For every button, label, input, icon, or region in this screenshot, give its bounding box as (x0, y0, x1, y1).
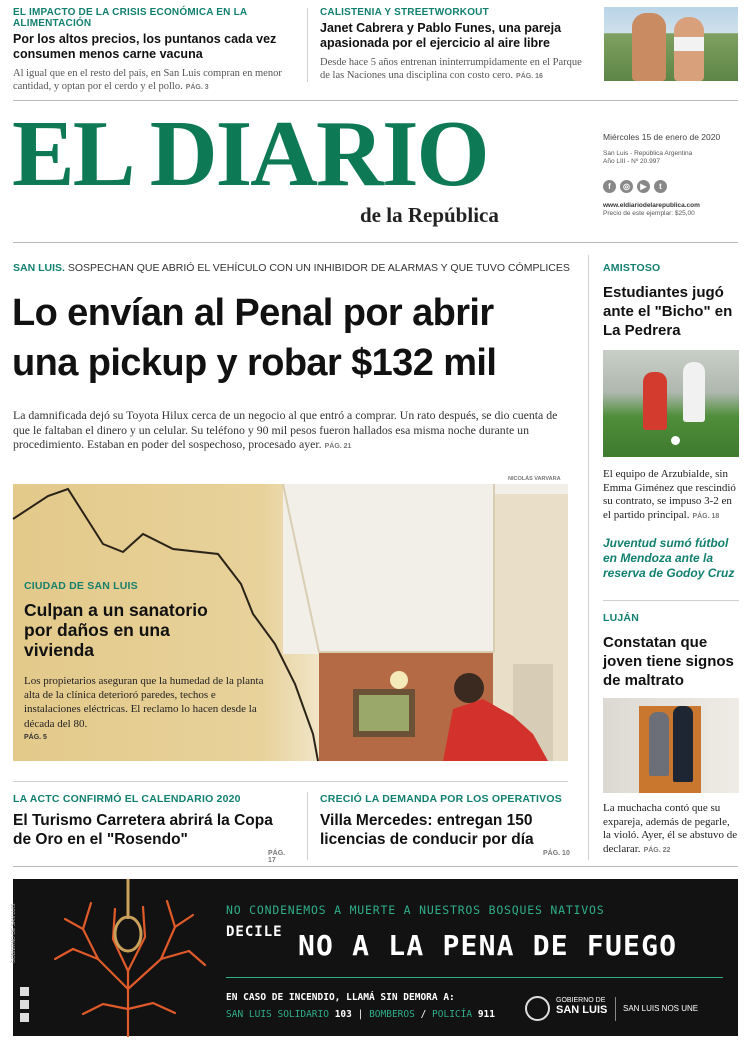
photo-credit: NICOLÁS VARVARA (508, 476, 561, 482)
sidebar-kicker: AMISTOSO (603, 262, 661, 274)
divider (307, 8, 308, 82)
divider (13, 100, 738, 101)
player-red (643, 372, 667, 430)
gov-small: GOBIERNO DE (556, 997, 606, 1004)
main-body (13, 408, 568, 455)
gov-big: SAN LUIS (556, 1004, 608, 1016)
burning-tree-illustration (43, 879, 213, 1036)
ad-line1: NO CONDENEMOS A MUERTE A NUESTROS BOSQUES NATIVOS (226, 903, 605, 917)
divider (307, 792, 308, 860)
facebook-icon[interactable] (20, 987, 29, 996)
ad-decile: DECILE (226, 924, 283, 940)
price: Precio de este ejemplar: $25,00 (603, 210, 695, 217)
teaser-page: PÁG. 3 (185, 84, 209, 91)
sidebar-story-1[interactable] (603, 262, 739, 581)
ad-contact-label: BOMBEROS (369, 1009, 415, 1020)
edition-location: San Luis - República Argentina (603, 150, 693, 157)
main-kicker-place: SAN LUIS. (13, 262, 65, 274)
top-teaser-right[interactable] (320, 7, 592, 83)
ad-contact-label: POLICÍA (432, 1009, 473, 1020)
divider (13, 866, 738, 867)
instagram-icon[interactable] (20, 1000, 29, 1009)
bottom-headline[interactable]: El Turismo Carretera abrirá la Copa de Oro en el "Rosendo" (13, 812, 273, 848)
photo-kicker: CIUDAD DE SAN LUIS (24, 580, 138, 592)
ad-rule (226, 977, 723, 978)
edition-date: Miércoles 15 de enero de 2020 (603, 132, 721, 142)
photo-headline[interactable]: Culpan a un sanatorio por daños en una vivienda (24, 600, 208, 660)
youtube-icon[interactable]: ▶ (637, 180, 650, 193)
sidebar-kicker: LUJÁN (603, 612, 640, 624)
main-body-text: La damnificada dejó su Toyota Hilux cerca de un negocio al que entró a comprar. Un rato después, se dio cuenta de que le faltaban el dinero y un celular. Su teléfono y 90 mil pesos fueron hallados esa misma noche durante un procedimiento. Estaban en poder del sospechoso, procesado ayer. (13, 408, 558, 451)
sidebar-headline[interactable]: Estudiantes jugó ante el "Bicho" en La Pedrera (603, 284, 733, 339)
sidebar-page: PÁG. 22 (643, 846, 671, 854)
teaser-page: PÁG. 16 (516, 73, 543, 80)
person-figure (632, 13, 666, 81)
photo-text-block (24, 580, 269, 745)
person-head (454, 673, 484, 703)
twitter-icon[interactable]: t (654, 180, 667, 193)
bottom-page: PÁG. 10 (543, 850, 570, 857)
teaser-summary-text: Desde hace 5 años entrenan ininterrumpidamente en el Parque de las Naciones una disciplina con costo cero. (320, 57, 582, 81)
chandelier (390, 671, 408, 689)
teaser-summary (320, 56, 592, 83)
facebook-icon[interactable]: f (603, 180, 616, 193)
main-page: PÁG. 21 (324, 443, 352, 450)
ad-contact-label: SAN LUIS SOLIDARIO (226, 1009, 329, 1020)
sidebar-italic-link[interactable]: Juventud sumó fútbol en Mendoza ante la reserva de Godoy Cruz (603, 536, 735, 580)
ad-social-icons (20, 987, 30, 1022)
teaser-photo-couple (604, 7, 738, 81)
player-white (683, 362, 705, 422)
main-kicker (13, 262, 570, 274)
sidebar-photo-police (603, 698, 739, 793)
divider (13, 242, 738, 243)
sidebar-story-2[interactable] (603, 612, 739, 857)
sidebar-body-text: El equipo de Arzubialde, sin Emma Giménez que rescindió su contrato, se impuso 3-2 en el partido principal. (603, 468, 736, 521)
masthead-title: EL DIARIO (12, 102, 488, 206)
ad-contact-separator: / (420, 1009, 427, 1020)
sidebar-divider (588, 255, 589, 860)
teaser-headline[interactable]: Janet Cabrera y Pablo Funes, una pareja apasionada por el ejercicio al aire libre (320, 21, 562, 50)
gov-seal-icon (525, 996, 550, 1021)
bottom-headline[interactable]: Villa Mercedes: entregan 150 licencias de conducir por día (320, 812, 534, 848)
twitter-icon[interactable] (20, 1013, 29, 1022)
photo-page: PÁG. 5 (24, 733, 47, 741)
bottom-kicker: CRECIÓ LA DEMANDA POR LOS OPERATIVOS (320, 793, 562, 805)
teaser-kicker: EL IMPACTO DE LA CRISIS ECONÓMICA EN LA ALIMENTACIÓN (13, 7, 247, 29)
teaser-summary (13, 67, 295, 94)
ad-contact-number[interactable]: 911 (477, 1009, 495, 1020)
bottom-kicker: LA ACTC CONFIRMÓ EL CALENDARIO 2020 (13, 793, 241, 805)
photo-story[interactable] (13, 484, 568, 761)
top-teaser-left[interactable] (13, 7, 295, 94)
main-kicker-text: SOSPECHAN QUE ABRIÓ EL VEHÍCULO CON UN INHIBIDOR DE ALARMAS Y QUE TUVO CÓMPLICES (67, 262, 570, 274)
sidebar-page: PÁG. 18 (692, 512, 720, 520)
instagram-icon[interactable]: ◎ (620, 180, 633, 193)
sidebar-headline[interactable]: Constatan que joven tiene signos de maltrato (603, 634, 734, 689)
teaser-summary-text: Al igual que en el resto del país, en San Luis compran en menor cantidad, y optan por el cerdo y el pollo. (13, 68, 282, 92)
ad-banner[interactable] (13, 879, 738, 1036)
ad-logo-divider (615, 997, 616, 1021)
social-icons (603, 176, 738, 194)
main-headline[interactable] (12, 288, 496, 388)
bottom-story-right[interactable] (320, 793, 570, 857)
ad-contacts (226, 1009, 495, 1020)
ball (671, 436, 680, 445)
ad-contact-number[interactable]: 103 (334, 1009, 352, 1020)
teaser-headline[interactable]: Por los altos precios, los puntanos cada vez consumen menos carne vacuna (13, 32, 277, 61)
bottom-story-left[interactable] (13, 793, 293, 864)
person-figure (649, 712, 669, 776)
teaser-kicker: CALISTENIA Y STREETWORKOUT (320, 7, 489, 18)
picture-canvas (359, 695, 409, 731)
sidebar-photo-soccer (603, 350, 739, 457)
edition-number: Año LIII - Nº 20.997 (603, 158, 660, 165)
main-headline-line1[interactable]: Lo envían al Penal por abrir (12, 292, 494, 334)
ad-incendio: EN CASO DE INCENDIO, LLAMÁ SIN DEMORA A: (226, 992, 455, 1003)
gov-logo-text (556, 997, 607, 1016)
photo-body-text: Los propietarios aseguran que la humedad de la planta alta de la clínica deterioró paredes, techos e instalaciones eléctricas. El reclamo lo hacen desde la década del 80. (24, 675, 264, 730)
masthead-subtitle: de la República (360, 203, 499, 227)
photo-body (24, 674, 264, 745)
main-headline-line2[interactable]: una pickup y robar $132 mil (12, 342, 497, 384)
ad-slogan: NO A LA PENA DE FUEGO (298, 929, 678, 962)
officer-figure (673, 706, 693, 782)
person-figure (674, 37, 704, 51)
ad-contact-separator: | (357, 1009, 364, 1020)
sidebar-body (603, 468, 739, 523)
ad-vertical-text: GOBIERNO DE SAN LUIS (11, 903, 17, 963)
ad-motto: SAN LUIS NOS UNE (623, 1004, 699, 1013)
masthead-info (603, 132, 738, 217)
divider (13, 781, 568, 782)
divider (603, 600, 739, 601)
sidebar-body-text: La muchacha contó que su expareja, además de pegarle, la violó. Ayer, él se abstuvo de declarar. (603, 802, 738, 855)
website-link[interactable]: www.eldiariodelarepublica.com (603, 202, 700, 209)
bottom-page: PÁG. 17 (268, 850, 286, 864)
sidebar-body (603, 802, 739, 857)
